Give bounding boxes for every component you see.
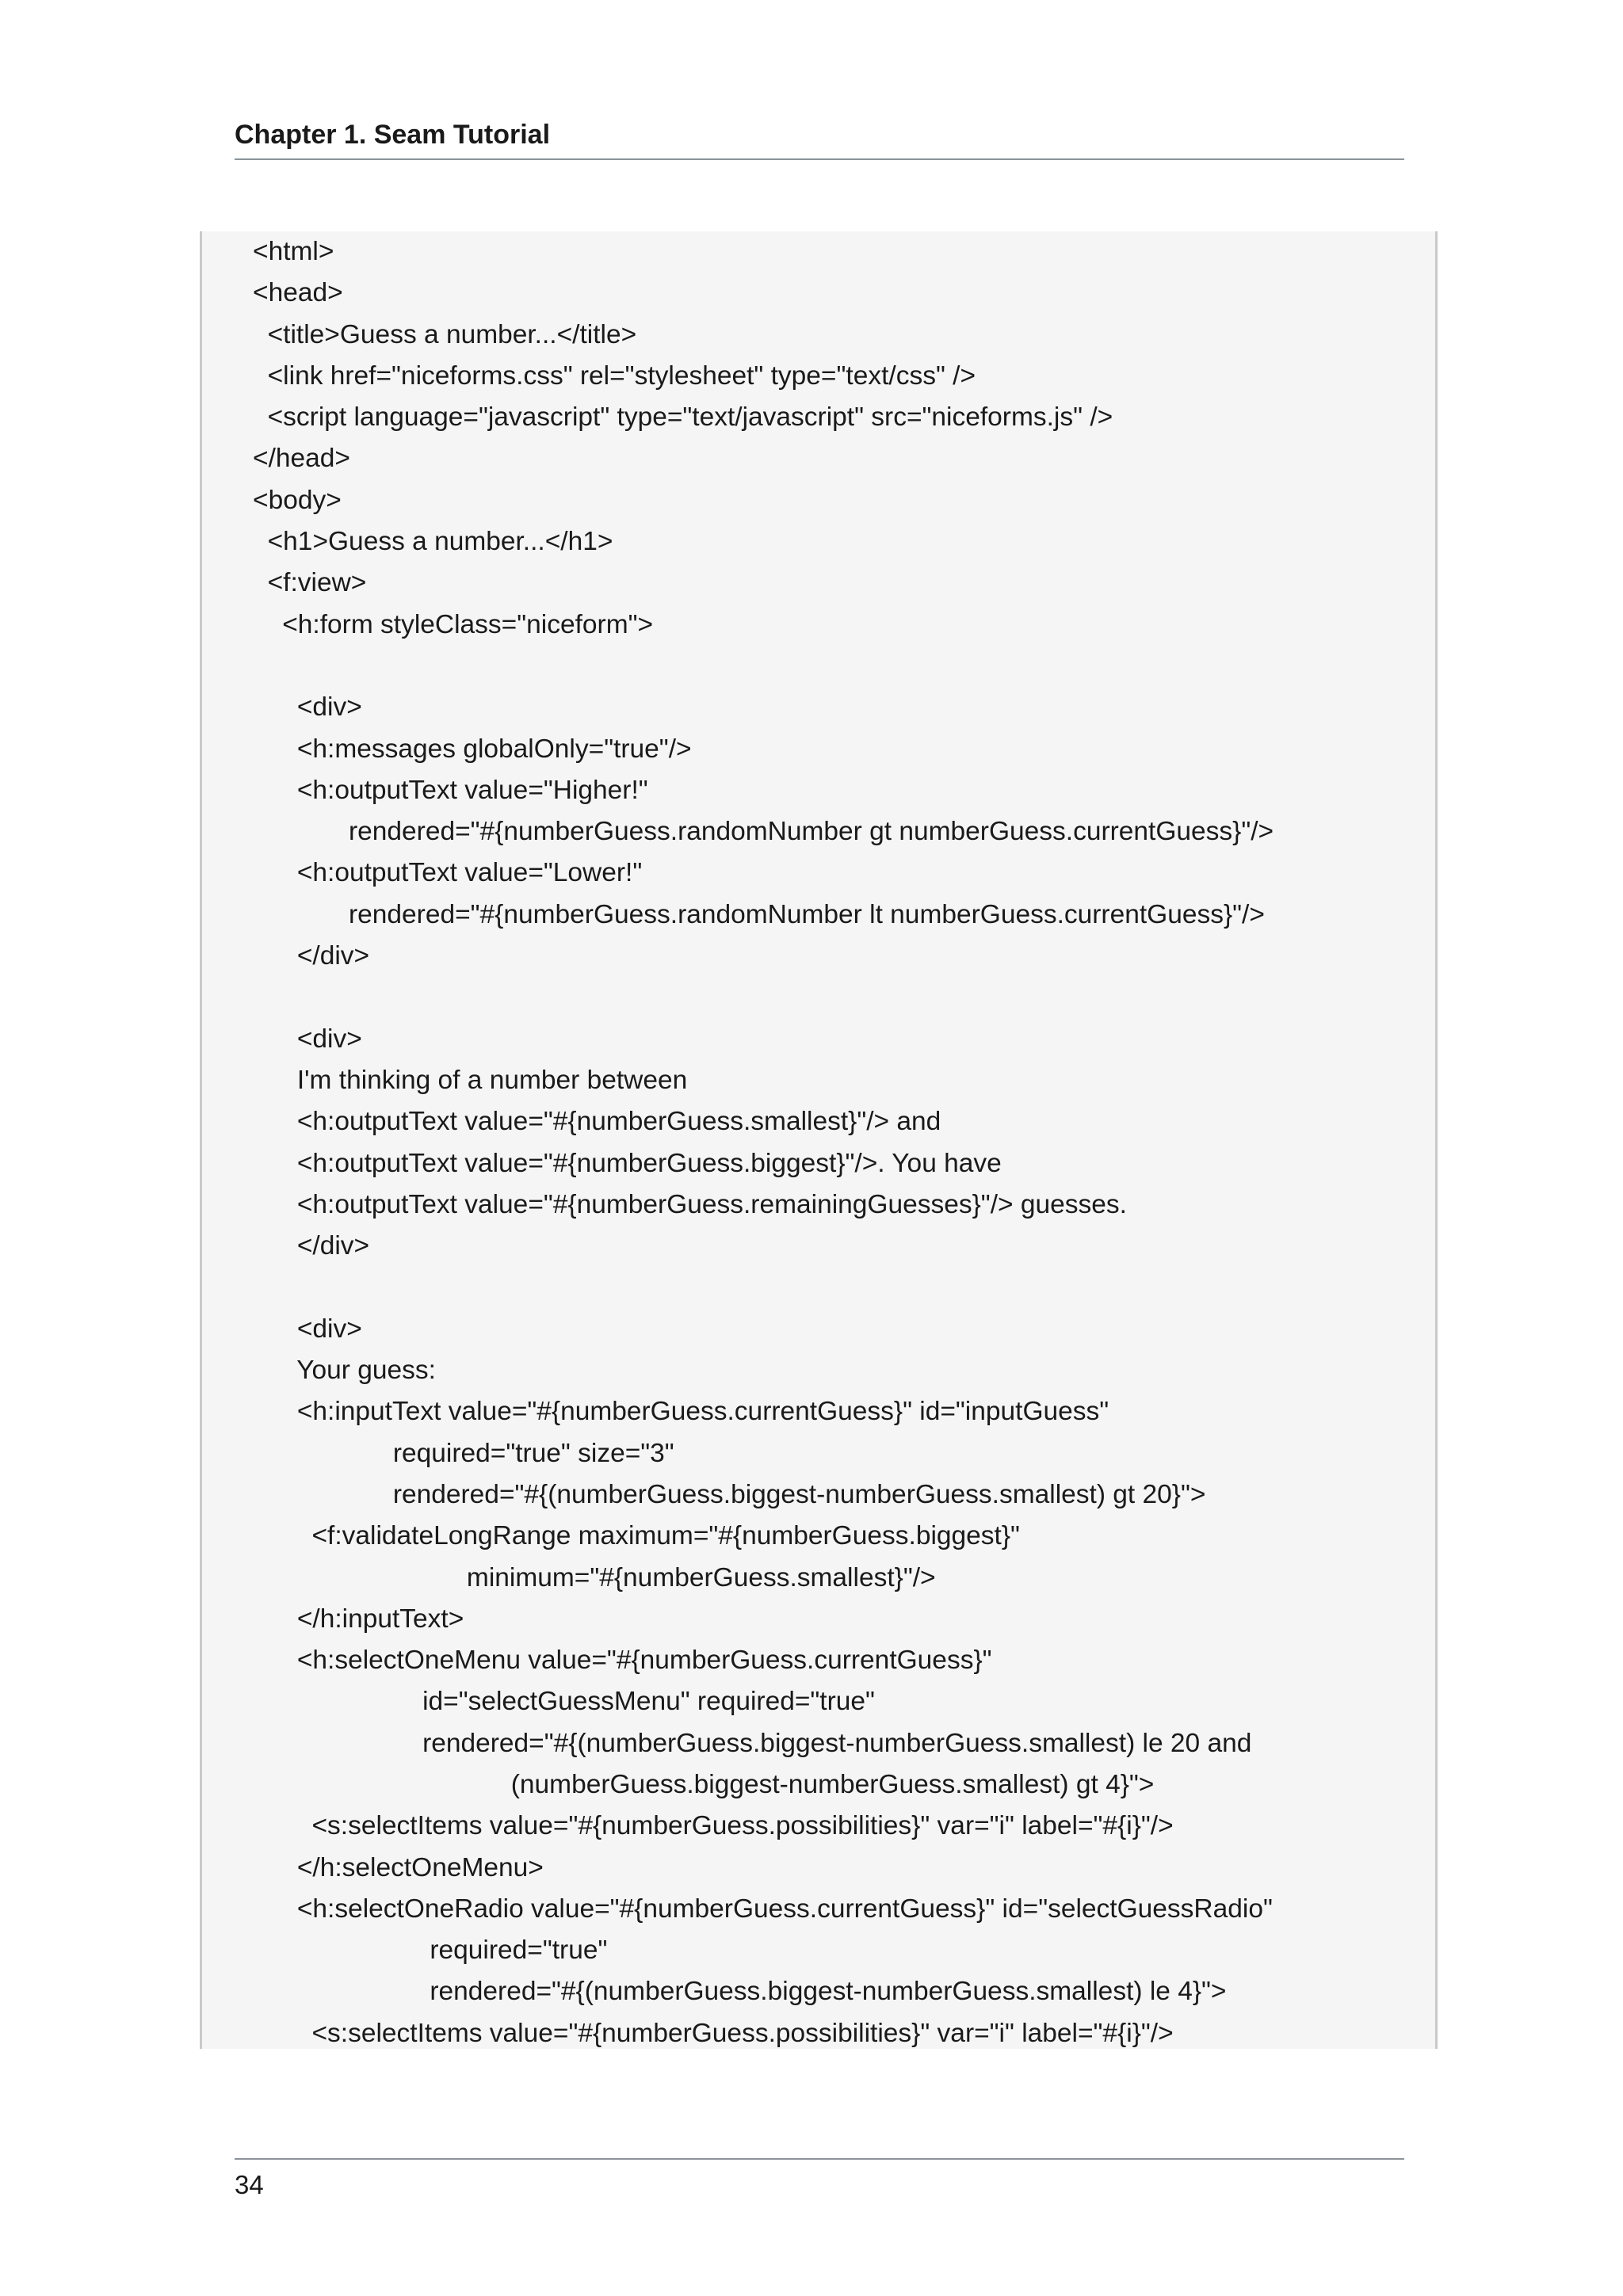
code-line: <h:selectOneRadio value="#{numberGuess.currentGuess}" id="selectGuessRadio" xyxy=(253,1894,1273,1924)
code-line: required="true" size="3" xyxy=(253,1438,674,1468)
code-line: <h:selectOneMenu value="#{numberGuess.currentGuess}" xyxy=(253,1646,992,1676)
code-line: <h:outputText value="#{numberGuess.biggest}"/>. You have xyxy=(253,1148,1002,1178)
code-line: Your guess: xyxy=(253,1356,436,1386)
code-line: <head> xyxy=(253,278,343,308)
code-line xyxy=(253,977,1426,1018)
code-line: rendered="#{(numberGuess.biggest-numberGuess.smallest) gt 20}"> xyxy=(253,1479,1206,1509)
code-line xyxy=(253,1267,1426,1308)
code-listing xyxy=(200,231,1438,2049)
code-line: <title>Guess a number...</title> xyxy=(253,319,637,349)
code-line: <script language="javascript" type="text/javascript" src="niceforms.js" /> xyxy=(253,402,1113,433)
code-line: <div> xyxy=(253,1314,362,1344)
code-line: <html> xyxy=(253,237,334,266)
code-line: <body> xyxy=(253,485,342,515)
code-line: I'm thinking of a number between xyxy=(253,1065,688,1095)
chapter-title: Chapter 1. Seam Tutorial xyxy=(235,120,551,150)
code-line: <h1>Guess a number...</h1> xyxy=(253,527,613,557)
code-line: <div> xyxy=(253,692,362,723)
code-line: <h:outputText value="Lower!" xyxy=(253,858,643,888)
code-line: <h:messages globalOnly="true"/> xyxy=(253,734,692,764)
code-line: <s:selectItems value="#{numberGuess.possibilities}" var="i" label="#{i}"/> xyxy=(253,1811,1174,1841)
code-line: rendered="#{numberGuess.randomNumber gt numberGuess.currentGuess}"/> xyxy=(253,817,1274,847)
code-line: minimum="#{numberGuess.smallest}"/> xyxy=(253,1562,936,1592)
code-line: </div> xyxy=(253,1231,370,1261)
page-number: 34 xyxy=(235,2170,264,2199)
code-line: rendered="#{(numberGuess.biggest-numberGuess.smallest) le 4}"> xyxy=(253,1977,1227,2007)
code-line: <h:outputText value="Higher!" xyxy=(253,775,648,805)
code-line: </h:selectOneMenu> xyxy=(253,1852,544,1882)
code-line: rendered="#{numberGuess.randomNumber lt numberGuess.currentGuess}"/> xyxy=(253,899,1265,929)
code-lines xyxy=(253,231,1426,2054)
code-line: <h:outputText value="#{numberGuess.smallest}"/> and xyxy=(253,1107,941,1137)
code-line: <f:view> xyxy=(253,568,367,598)
page-footer xyxy=(235,2158,1404,2199)
code-line: </head> xyxy=(253,444,350,474)
code-line: rendered="#{(numberGuess.biggest-numberGuess.smallest) le 20 and xyxy=(253,1728,1252,1758)
code-line xyxy=(253,646,1426,687)
code-line: required="true" xyxy=(253,1936,608,1966)
code-line: <div> xyxy=(253,1024,362,1054)
page-header xyxy=(235,119,1404,160)
code-line: </div> xyxy=(253,941,370,971)
code-line: </h:inputText> xyxy=(253,1604,464,1634)
code-line: <link href="niceforms.css" rel="stylesheet" type="text/css" /> xyxy=(253,360,976,391)
code-line: <h:outputText value="#{numberGuess.remainingGuesses}"/> guesses. xyxy=(253,1189,1127,1219)
code-line: id="selectGuessMenu" required="true" xyxy=(253,1687,875,1717)
code-line: <h:form styleClass="niceform"> xyxy=(253,609,654,639)
code-line: <h:inputText value="#{numberGuess.currentGuess}" id="inputGuess" xyxy=(253,1397,1109,1427)
code-line: <s:selectItems value="#{numberGuess.possibilities}" var="i" label="#{i}"/> xyxy=(253,2018,1174,2048)
code-line: <f:validateLongRange maximum="#{numberGuess.biggest}" xyxy=(253,1521,1020,1551)
code-line: (numberGuess.biggest-numberGuess.smallest) gt 4}"> xyxy=(253,1769,1155,1799)
